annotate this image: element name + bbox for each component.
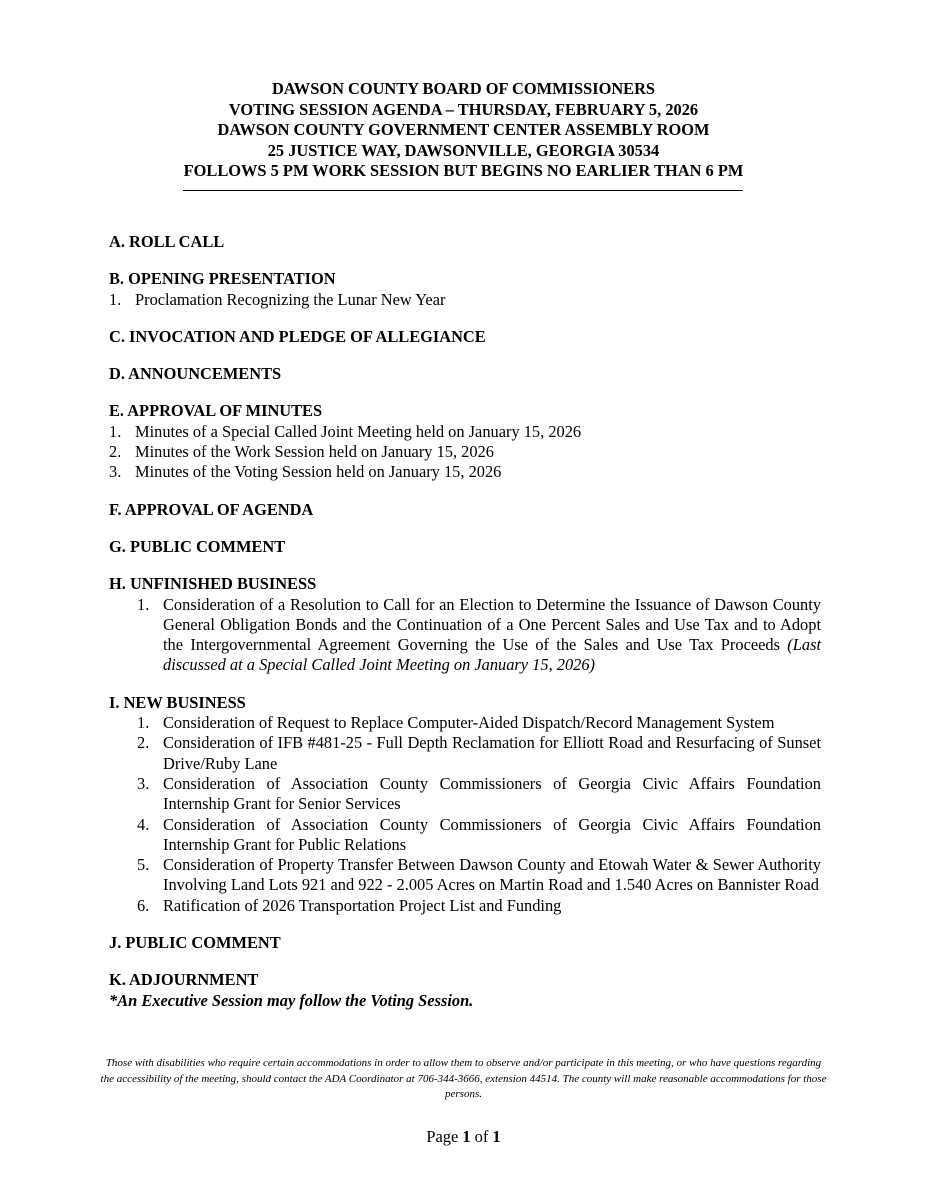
list-item <box>109 774 821 815</box>
section-public-comment-2 <box>109 933 821 953</box>
item-number: 3. <box>137 773 150 793</box>
executive-session-note: *An Executive Session may follow the Voting Session. <box>109 990 474 1010</box>
item-text: Consideration of Property Transfer Between Dawson County and Etowah Water & Sewer Authority Involving Land Lots 921 and 922 - 2.005 Acres on Martin Road and 1.540 Acres on Bannister Road <box>163 855 821 895</box>
section-new-business <box>109 693 821 916</box>
list-item <box>109 896 821 916</box>
section-announcements <box>109 364 821 384</box>
page-total: 1 <box>492 1127 501 1146</box>
item-note: (Last discussed at a Special Called Joint Meeting on January 15, 2026) <box>163 635 821 675</box>
header-line-3: DAWSON COUNTY GOVERNMENT CENTER ASSEMBLY ROOM <box>217 120 710 139</box>
section-title: B. OPENING PRESENTATION <box>109 269 336 289</box>
list-item <box>109 422 821 442</box>
item-number: 2. <box>137 733 150 753</box>
item-text: Consideration of Association County Commissioners of Georgia Civic Affairs Foundation Internship Grant for Public Relations <box>163 814 821 854</box>
agenda-header <box>100 79 827 182</box>
accessibility-note: Those with disabilities who require certain accommodations in order to allow them to observe and/or participate in this meeting, or who have questions regarding the accessibility of the meeting, should contact the ADA Coordinator at 706-344-3666, extension 44514. The county will make reasonable accommodations for those persons. <box>100 1057 827 1100</box>
item-number: 5. <box>137 855 150 875</box>
item-text: Consideration of a Resolution to Call for an Election to Determine the Issuance of Dawson County General Obligation Bonds and the Continuation of a One Percent Sales and Use Tax and to Adopt the Intergovernmental Agreement Governing the Use of the Sales and Use Tax Proceeds <box>163 594 821 655</box>
item-text: Minutes of a Special Called Joint Meeting held on January 15, 2026 <box>135 421 582 441</box>
item-number: 1. <box>137 713 150 733</box>
section-title: J. PUBLIC COMMENT <box>109 933 281 953</box>
item-number: 6. <box>137 895 150 915</box>
section-title: A. ROLL CALL <box>109 232 225 251</box>
list-item <box>109 595 821 676</box>
section-title: K. ADJOURNMENT <box>109 970 259 990</box>
list-item <box>109 733 821 774</box>
item-text: Ratification of 2026 Transportation Project List and Funding <box>163 895 562 915</box>
page-label: Page <box>426 1127 463 1146</box>
item-text: Proclamation Recognizing the Lunar New Year <box>135 289 446 309</box>
list-item <box>109 290 821 310</box>
item-number: 4. <box>137 814 150 834</box>
item-text: Consideration of IFB #481-25 - Full Depth Reclamation for Elliott Road and Resurfacing of Sunset Drive/Ruby Lane <box>163 733 821 773</box>
header-line-5: FOLLOWS 5 PM WORK SESSION BUT BEGINS NO EARLIER THAN 6 PM <box>183 161 744 180</box>
agenda-body <box>109 232 821 1028</box>
section-roll-call <box>109 232 821 252</box>
list-item <box>109 855 821 896</box>
header-line-2: VOTING SESSION AGENDA – THURSDAY, FEBRUARY 5, 2026 <box>228 99 699 119</box>
list-item <box>109 815 821 856</box>
section-public-comment-1 <box>109 537 821 557</box>
page-of: of <box>470 1127 493 1146</box>
section-unfinished-business <box>109 574 821 675</box>
page-current: 1 <box>462 1127 471 1146</box>
section-title: D. ANNOUNCEMENTS <box>109 364 282 384</box>
section-opening-presentation <box>109 269 821 310</box>
item-number: 3. <box>109 462 122 482</box>
section-invocation <box>109 327 821 347</box>
section-title: G. PUBLIC COMMENT <box>109 536 286 556</box>
section-title: I. NEW BUSINESS <box>109 692 246 712</box>
item-number: 1. <box>109 421 122 441</box>
section-title: C. INVOCATION AND PLEDGE OF ALLEGIANCE <box>109 326 486 346</box>
section-title: F. APPROVAL OF AGENDA <box>109 499 314 519</box>
item-number: 2. <box>109 442 122 462</box>
header-line-4: 25 JUSTICE WAY, DAWSONVILLE, GEORGIA 30534 <box>267 140 660 160</box>
list-item <box>109 713 821 733</box>
item-text: Consideration of Request to Replace Computer-Aided Dispatch/Record Management System <box>163 713 775 733</box>
item-text: Minutes of the Work Session held on January 15, 2026 <box>135 442 494 462</box>
section-approval-of-agenda <box>109 500 821 520</box>
page-number <box>0 1127 927 1147</box>
section-adjournment <box>109 970 821 1011</box>
item-text: Minutes of the Voting Session held on January 15, 2026 <box>135 462 502 482</box>
section-title: E. APPROVAL OF MINUTES <box>109 401 323 421</box>
header-divider <box>183 190 743 191</box>
header-line-1: DAWSON COUNTY BOARD OF COMMISSIONERS <box>271 79 656 98</box>
item-number: 1. <box>137 594 150 614</box>
item-number: 1. <box>109 289 122 309</box>
item-text: Consideration of Association County Commissioners of Georgia Civic Affairs Foundation Internship Grant for Senior Services <box>163 773 821 814</box>
list-item <box>109 462 821 482</box>
list-item <box>109 442 821 462</box>
section-title: H. UNFINISHED BUSINESS <box>109 574 317 594</box>
section-approval-of-minutes <box>109 401 821 482</box>
item-text-wrap <box>163 595 821 676</box>
